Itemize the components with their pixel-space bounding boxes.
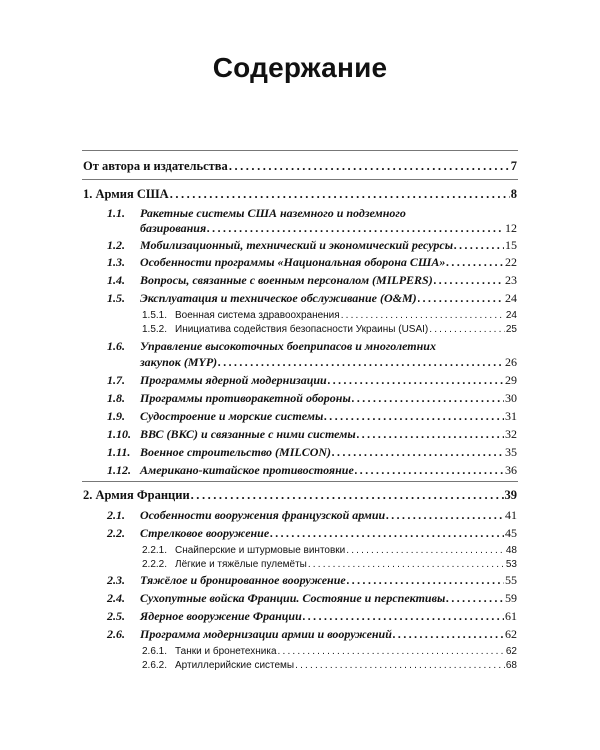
toc-section-number: 1.4.: [107, 273, 125, 287]
leader-dots: [229, 159, 510, 173]
toc-section-number: 2.5.: [107, 609, 125, 623]
leader-dots: [328, 373, 504, 387]
leader-dots: [355, 463, 504, 477]
toc-section-number: 1.5.: [107, 291, 125, 305]
toc-section-number: 2.2.: [107, 526, 125, 540]
toc-section-number: 2.6.: [107, 627, 125, 641]
toc-entry-title: Американо-китайское противостояние: [140, 463, 354, 477]
separator-rule: [82, 481, 518, 482]
toc-page-number: 35: [505, 445, 517, 459]
leader-dots: [434, 273, 504, 287]
toc-entry-title: Особенности вооружения французской армии: [140, 508, 386, 522]
leader-dots: [341, 309, 505, 323]
toc-entry-2-6-1[interactable]: [142, 645, 517, 659]
toc-entry-1-1-line2[interactable]: [140, 221, 517, 235]
toc-entry-1-8[interactable]: [107, 391, 517, 405]
toc-entry-title: Лёгкие и тяжёлые пулемёты: [175, 559, 307, 570]
toc-section-number: 1.12.: [107, 463, 131, 477]
toc-entry-2-1[interactable]: [107, 508, 517, 522]
toc-page-number: 15: [505, 238, 517, 252]
toc-entry-title: Судостроение и морские системы: [140, 409, 324, 423]
toc-page-number: 53: [505, 559, 517, 570]
toc-page-number: 45: [505, 526, 517, 540]
toc-section-number: 2.1.: [107, 508, 125, 522]
toc-page-number: 41: [505, 508, 517, 522]
toc-section-number: 1.11.: [107, 445, 131, 459]
toc-section-number: 1.2.: [107, 238, 125, 252]
toc-entry-1-6-line2[interactable]: [140, 355, 517, 369]
toc-section-number: 2.6.1.: [142, 646, 168, 657]
toc-page-number: 68: [505, 660, 517, 671]
toc-section-number: 2.2.1.: [142, 545, 168, 556]
toc-entry-title: Военная система здравоохранения: [175, 310, 340, 321]
toc-entry-2-6[interactable]: [107, 627, 517, 641]
toc-entry-title: Ракетные системы США наземного и подземного: [140, 206, 406, 220]
toc-entry-title: 2. Армия Франции: [83, 488, 190, 502]
toc-entry-1-5-1[interactable]: [142, 309, 517, 323]
leader-dots: [352, 391, 504, 405]
toc-section-number: 2.4.: [107, 591, 125, 605]
toc-entry-title: Сухопутные войска Франции. Состояние и перспективы: [140, 591, 446, 605]
toc-entry-title: Особенности программы «Национальная оборона США»: [140, 255, 446, 269]
toc-page-number: 36: [505, 463, 517, 477]
leader-dots: [386, 508, 504, 522]
toc-entry-title: базирования: [140, 221, 207, 235]
toc-entry-title: Стрелковое вооружение: [140, 526, 270, 540]
toc-entry-1-1-line1[interactable]: [107, 206, 406, 220]
separator-rule: [82, 150, 518, 151]
toc-entry-preface[interactable]: [83, 159, 517, 173]
toc-section-number: 2.2.2.: [142, 559, 168, 570]
toc-section-number: 1.10.: [107, 427, 131, 441]
toc-page-number: 25: [505, 324, 517, 335]
toc-page-number: 24: [505, 291, 517, 305]
toc-entry-title: Программы противоракетной обороны: [140, 391, 351, 405]
toc-page-number: 30: [505, 391, 517, 405]
toc-page-number: 59: [505, 591, 517, 605]
toc-entry-2-2-1[interactable]: [142, 544, 517, 558]
toc-entry-2-3[interactable]: [107, 573, 517, 587]
toc-page-number: 55: [505, 573, 517, 587]
toc-entry-1-12[interactable]: [107, 463, 517, 477]
toc-entry-title: От автора и издательства: [83, 159, 228, 173]
leader-dots: [218, 355, 504, 369]
toc-entry-title: Снайперские и штурмовые винтовки: [175, 545, 346, 556]
toc-page-number: 62: [505, 627, 517, 641]
toc-entry-title: Тяжёлое и бронированное вооружение: [140, 573, 346, 587]
leader-dots: [324, 409, 504, 423]
toc-entry-title: Инициатива содействия безопасности Украины (USAI): [175, 324, 429, 335]
toc-page-number: 39: [504, 488, 517, 502]
toc-entry-1-11[interactable]: [107, 445, 517, 459]
leader-dots: [347, 573, 504, 587]
toc-page-number: 8: [510, 187, 517, 201]
leader-dots: [332, 445, 504, 459]
leader-dots: [207, 221, 504, 235]
toc-entry-title: Программы ядерной модернизации: [140, 373, 327, 387]
toc-page-number: 48: [505, 545, 517, 556]
toc-entry-title: 1. Армия США: [83, 187, 169, 201]
toc-entry-title: Танки и бронетехника: [175, 646, 277, 657]
toc-entry-title: Программа модернизации армии и вооружений: [140, 627, 392, 641]
toc-entry-title: закупок (MYP): [140, 355, 218, 369]
leader-dots: [418, 291, 504, 305]
toc-page-number: 22: [505, 255, 517, 269]
toc-entry-1-4[interactable]: [107, 273, 517, 287]
toc-section-number: 1.5.1.: [142, 310, 168, 321]
leader-dots: [278, 645, 505, 659]
toc-page-number: 31: [505, 409, 517, 423]
toc-page-number: 61: [505, 609, 517, 623]
toc-entry-2-6-2[interactable]: [142, 659, 517, 673]
toc-entry-2-2-2[interactable]: [142, 558, 517, 572]
toc-section-number: 2.6.2.: [142, 660, 168, 671]
toc-entry-title: Военное строительство (MILCON): [140, 445, 332, 459]
leader-dots: [191, 488, 504, 502]
leader-dots: [393, 627, 504, 641]
toc-section-number: 2.3.: [107, 573, 125, 587]
toc-entry-part-1[interactable]: [83, 187, 517, 201]
toc-section-number: 1.6.: [107, 339, 125, 353]
toc-page-number: 26: [505, 355, 517, 369]
toc-entry-2-5[interactable]: [107, 609, 517, 623]
toc-page-number: 24: [505, 310, 517, 321]
toc-section-number: 1.9.: [107, 409, 125, 423]
leader-dots: [270, 526, 504, 540]
toc-entry-1-5-2[interactable]: [142, 323, 517, 337]
toc-section-number: 1.5.2.: [142, 324, 168, 335]
toc-entry-title: Вопросы, связанные с военным персоналом (MILPERS): [140, 273, 433, 287]
leader-dots: [303, 609, 504, 623]
separator-rule: [82, 179, 518, 180]
toc-page-number: 23: [505, 273, 517, 287]
leader-dots: [429, 323, 505, 337]
toc-page-number: 12: [505, 221, 517, 235]
toc-entry-1-7[interactable]: [107, 373, 517, 387]
toc-page-number: 7: [510, 159, 517, 173]
toc-page-number: 32: [505, 427, 517, 441]
toc-entry-part-2[interactable]: [83, 488, 517, 502]
toc-page-number: 62: [505, 646, 517, 657]
page-title: Содержание: [212, 52, 388, 83]
toc-section-number: 1.7.: [107, 373, 125, 387]
toc-section-number: 1.1.: [107, 206, 125, 220]
toc-entry-1-6-line1[interactable]: [107, 339, 436, 353]
leader-dots: [308, 558, 505, 572]
leader-dots: [454, 238, 504, 252]
leader-dots: [346, 544, 505, 558]
leader-dots: [357, 427, 504, 441]
toc-section-number: 1.3.: [107, 255, 125, 269]
toc-entry-1-5[interactable]: [107, 291, 517, 305]
toc-entry-title: Управление высокоточных боеприпасов и многолетних: [140, 339, 436, 353]
toc-entry-2-2[interactable]: [107, 526, 517, 540]
toc-entry-2-4[interactable]: [107, 591, 517, 605]
leader-dots: [170, 187, 510, 201]
toc-entry-title: Эксплуатация и техническое обслуживание (O&M): [140, 291, 417, 305]
toc-section-number: 1.8.: [107, 391, 125, 405]
leader-dots: [446, 255, 504, 269]
leader-dots: [295, 659, 505, 673]
leader-dots: [446, 591, 504, 605]
toc-page-number: 29: [505, 373, 517, 387]
toc-entry-1-9[interactable]: [107, 409, 517, 423]
toc-entry-title: ВВС (ВКС) и связанные с ними системы: [140, 427, 356, 441]
toc-entry-title: Ядерное вооружение Франции: [140, 609, 302, 623]
toc-entry-title: Артиллерийские системы: [175, 660, 295, 671]
toc-entry-title: Мобилизационный, технический и экономический ресурсы: [140, 238, 454, 252]
toc-entry-1-3[interactable]: [107, 255, 517, 269]
toc-entry-1-2[interactable]: [107, 238, 517, 252]
toc-entry-1-10[interactable]: [107, 427, 517, 441]
